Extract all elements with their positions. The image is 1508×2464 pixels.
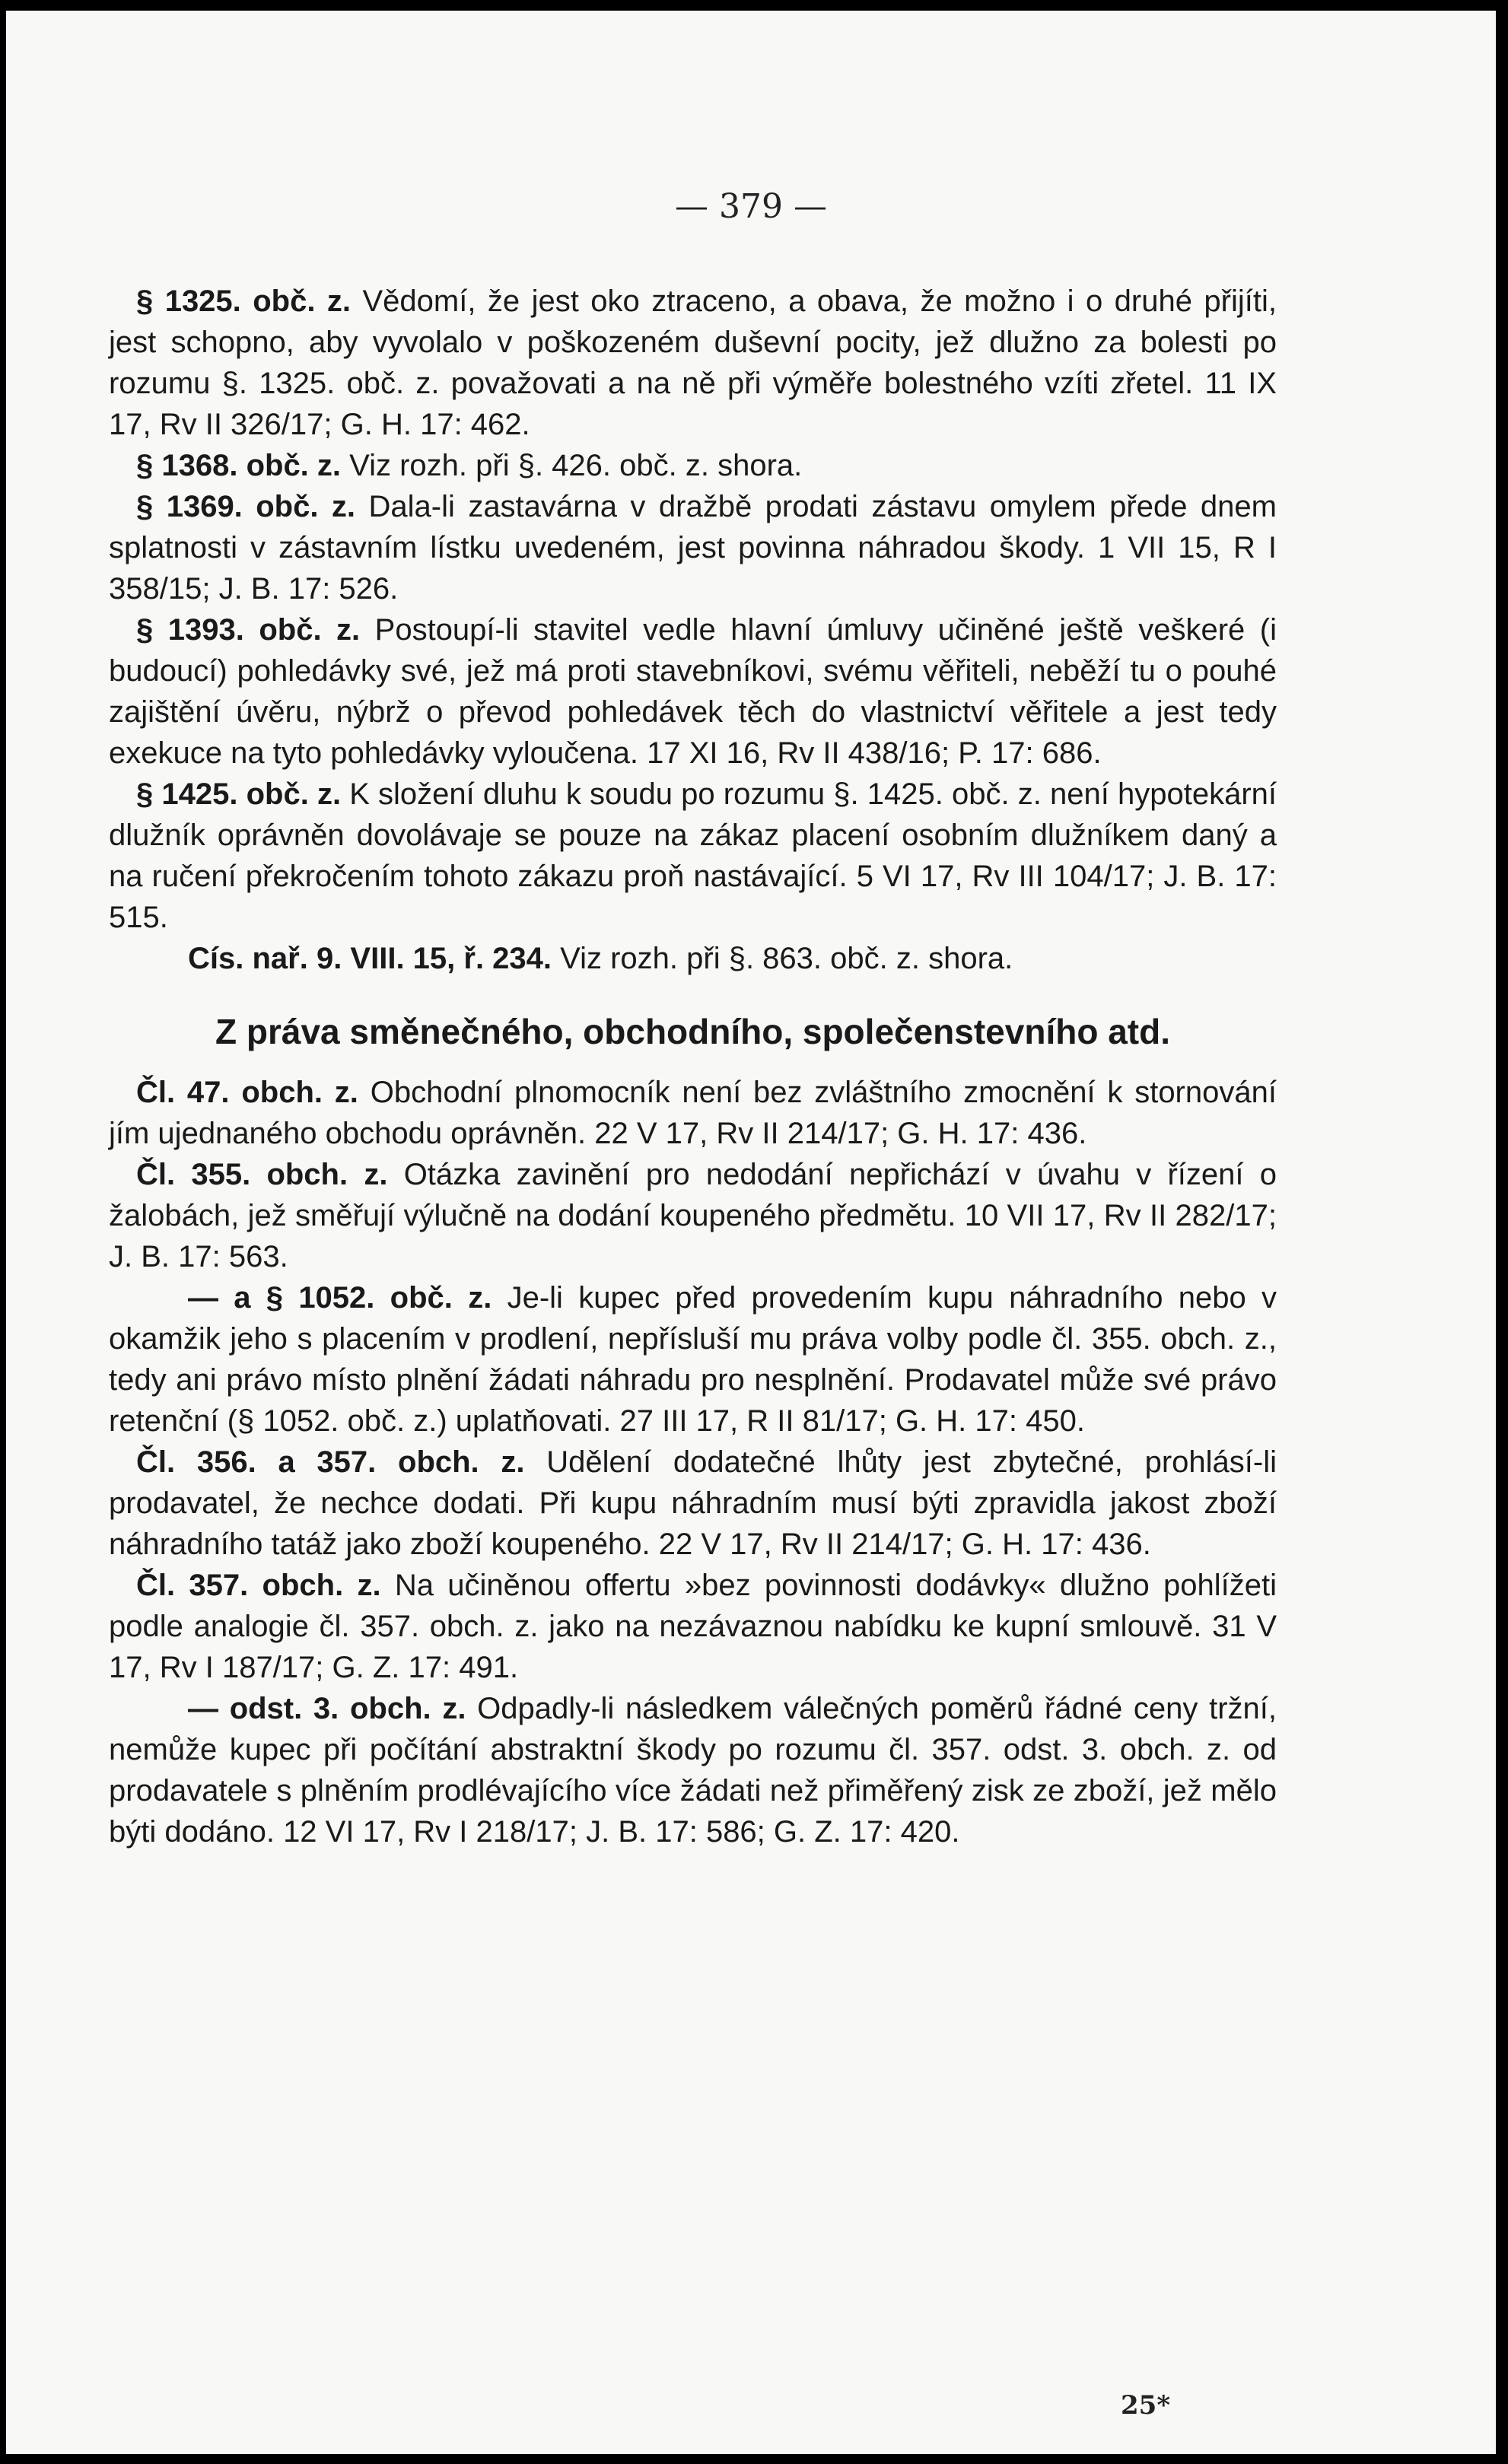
entry-head: § 1325. obč. z. [136,285,352,318]
entry-head: Čl. 47. obch. z. [136,1076,358,1109]
entry [109,609,1277,774]
entry-text: Vědomí, že jest oko ztraceno, a obava, že možno i o druhé přijíti, jest schopno, aby vyvolalo v poškozeném duševní pocity, jež dlužno za bolesti po rozumu §. 1325. obč. z. považovati a na ně při výměře bolestného vzíti zřetel. 11 IX 17, Rv II 326/17; G. H. 17: 462. [109,285,1277,441]
signature-mark: 25* [1121,2390,1171,2421]
entry-text: K složení dluhu k soudu po rozumu §. 1425. obč. z. není hypotekární dlužník oprávněn dovolávaje se pouze na zákaz placení osobním dlužníkem daný a na ručení překročením tohoto zákazu proň nastávající. 5 VI 17, Rv III 104/17; J. B. 17: 515. [109,777,1277,934]
entry [109,1688,1277,1852]
entry-head: — odst. 3. obch. z. [188,1692,466,1725]
entry [109,1277,1277,1442]
entry [109,774,1277,938]
entry-head: § 1425. obč. z. [136,777,342,811]
entry [109,1442,1277,1565]
body-text [109,281,1277,1852]
entry [109,1154,1277,1277]
entry-text: Postoupí-li stavitel vedle hlavní úmluvy učiněné ještě veškeré (i budoucí) pohledávky své, jež má proti stavebníkovi, svému věřiteli, neběží tu o pouhé zajištění úvěru, nýbrž o převod pohledávek těch do vlastnictví věřitele a jest tedy exekuce na tyto pohledávky vyloučena. 17 XI 16, Rv II 438/16; P. 17: 686. [109,613,1277,770]
entry-head: § 1368. obč. z. [136,449,342,482]
entry [109,486,1277,609]
section-heading: Z práva směnečného, obchodního, společenstevního atd. [215,1012,1170,1051]
entry-head: § 1393. obč. z. [136,613,361,647]
entry [109,445,1277,486]
entry-head: Čl. 356. a 357. obch. z. [136,1445,525,1479]
entry-head: Čl. 355. obch. z. [136,1158,388,1191]
entry [109,1565,1277,1688]
entry-head: — a § 1052. obč. z. [188,1281,492,1315]
page-number: — 379 — [675,187,827,226]
entry-text: Odpadly-li následkem válečných poměrů řádné ceny tržní, nemůže kupec při počítání abstraktní škody po rozumu čl. 357. odst. 3. obch. z. od prodavatele s plněním prodlévajícího více žádati než přiměřený zisk ze zboží, jež mělo býti dodáno. 12 VI 17, Rv I 218/17; J. B. 17: 586; G. Z. 17: 420. [109,1692,1277,1849]
entry [109,1072,1277,1154]
entry-text: Je-li kupec před provedením kupu náhradního nebo v okamžik jeho s placením v prodlení, nepřísluší mu práva volby podle čl. 355. obch. z., tedy ani právo místo plnění žádati náhradu pro nesplnění. Prodavatel může své právo retenční (§ 1052. obč. z.) uplatňovati. 27 III 17, R II 81/17; G. H. 17: 450. [109,1281,1277,1438]
entry-text: Na učiněnou offertu »bez povinnosti dodávky« dlužno pohlížeti podle analogie čl. 357. obch. z. jako na nezávaznou nabídku ke kupní smlouvě. 31 V 17, Rv I 187/17; G. Z. 17: 491. [109,1569,1277,1684]
entry-head: Cís. nař. 9. VIII. 15, ř. 234. [188,942,552,975]
entry [109,281,1277,445]
entry-text: Viz rozh. při §. 426. obč. z. shora. [341,449,803,482]
entry-text: Obchodní plnomocník není bez zvláštního zmocnění k stornování jím ujednaného obchodu oprávněn. 22 V 17, Rv II 214/17; G. H. 17: 436. [109,1076,1277,1150]
entry-text: Otázka zavinění pro nedodání nepřichází v úvahu v řízení o žalobách, jež směřují výlučně na dodání koupeného předmětu. 10 VII 17, Rv II 282/17; J. B. 17: 563. [109,1158,1277,1273]
entry-text: Udělení dodatečné lhůty jest zbytečné, prohlásí-li prodavatel, že nechce dodati. Při kupu náhradním musí býti zpravidla jakost zboží náhradního tatáž jako zboží koupeného. 22 V 17, Rv II 214/17; G. H. 17: 436. [109,1445,1277,1561]
entry [109,938,1277,979]
entry-head: § 1369. obč. z. [136,490,356,523]
document-page [6,11,1496,2454]
entry-text: Dala-li zastavárna v dražbě prodati zástavu omylem přede dnem splatnosti v zástavním lístku uvedeném, jest povinna náhradou škody. 1 VII 15, R I 358/15; J. B. 17: 526. [109,490,1277,606]
entry-head: Čl. 357. obch. z. [136,1569,381,1602]
entry-text: Viz rozh. při §. 863. obč. z. shora. [552,942,1013,975]
